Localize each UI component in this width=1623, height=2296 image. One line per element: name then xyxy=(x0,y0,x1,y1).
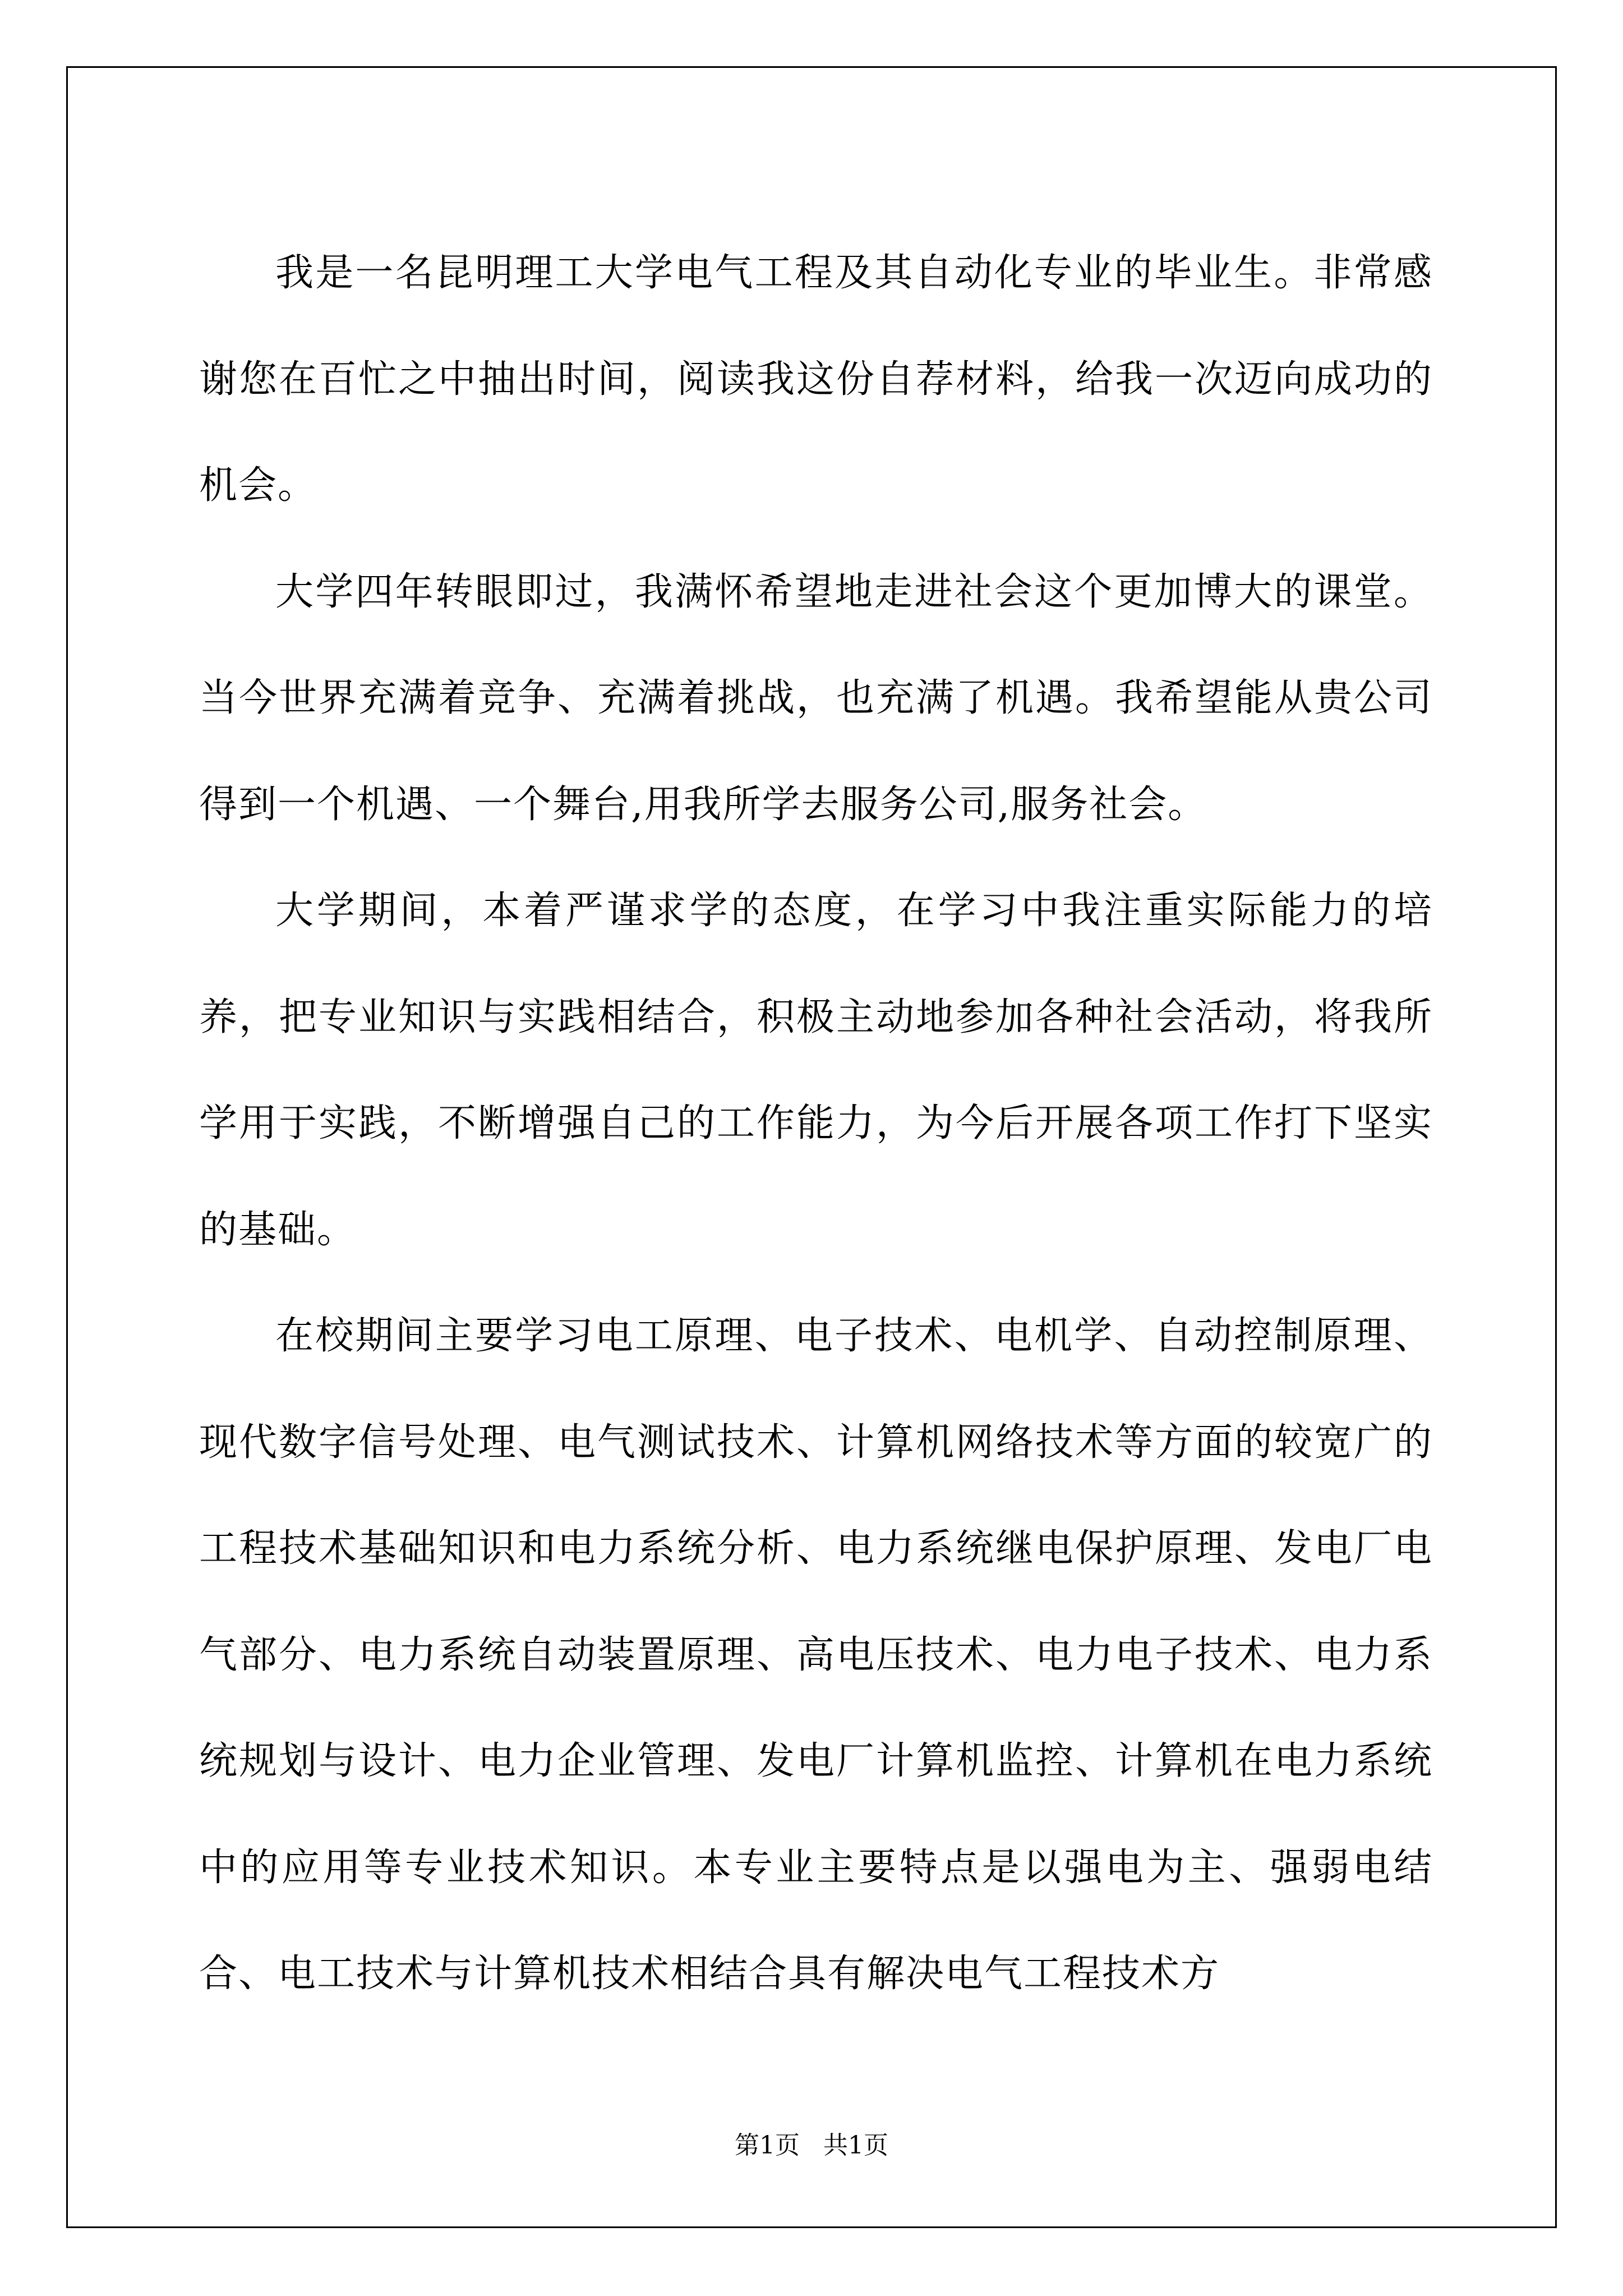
paragraph-4: 在校期间主要学习电工原理、电子技术、电机学、自动控制原理、现代数字信号处理、电气测试技术、计算机网络技术等方面的较宽广的工程技术基础知识和电力系统分析、电力系统继电保护原理、发电厂电气部分、电力系统自动装置原理、高电压技术、电力电子技术、电力系统规划与设计、电力企业管理、发电厂计算机监控、计算机在电力系统中的应用等专业技术知识。本专业主要特点是以强电为主、强弱电结合、电工技术与计算机技术相结合具有解决电气工程技术方 xyxy=(199,1314,1433,1996)
paragraph-2: 大学四年转眼即过，我满怀希望地走进社会这个更加博大的课堂。当今世界充满着竞争、充满着挑战，也充满了机遇。我希望能从贵公司得到一个机遇、一个舞台,用我所学去服务公司,服务社会。 xyxy=(199,569,1433,827)
paragraph-3: 大学期间，本着严谨求学的态度，在学习中我注重实际能力的培养，把专业知识与实践相结合，积极主动地参加各种社会活动，将我所学用于实践，不断增强自己的工作能力，为今后开展各项工作打下坚实的基础。 xyxy=(199,889,1433,1252)
document-body xyxy=(199,220,1433,2027)
page-footer: 第1页 共1页 xyxy=(735,2131,888,2160)
paragraph-1: 我是一名昆明理工大学电气工程及其自动化专业的毕业生。非常感谢您在百忙之中抽出时间，阅读我这份自荐材料，给我一次迈向成功的机会。 xyxy=(199,251,1433,508)
